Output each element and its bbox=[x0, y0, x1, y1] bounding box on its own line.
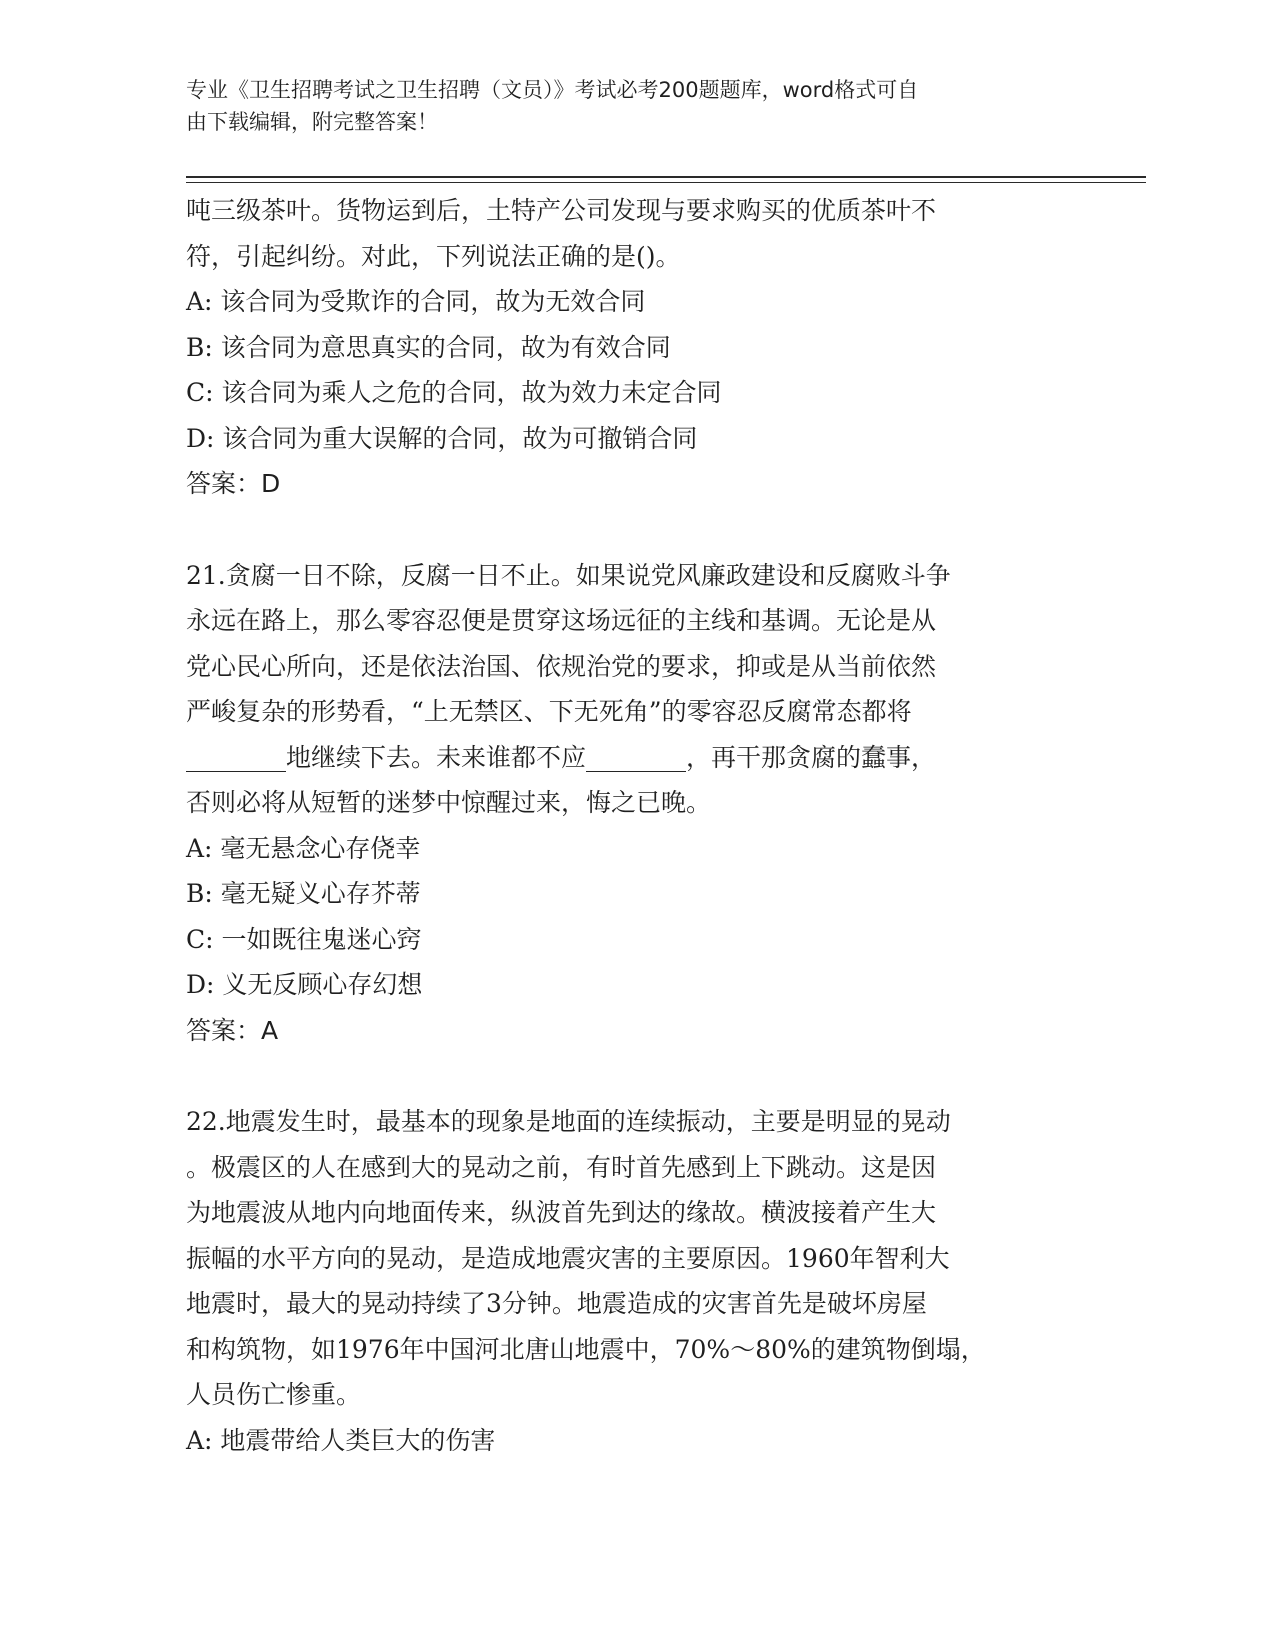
question-text-line: ________地继续下去。未来谁都不应________，再干那贪腐的蠢事， bbox=[186, 742, 937, 772]
document-body bbox=[186, 188, 1076, 1463]
answer: 答案：A bbox=[186, 1015, 279, 1045]
header-divider-thick bbox=[186, 176, 1146, 178]
spacer bbox=[186, 507, 1076, 553]
question-text-line: 人员伤亡惨重。 bbox=[186, 1380, 362, 1409]
option-d: D: 该合同为重大误解的合同，故为可撤销合同 bbox=[186, 423, 698, 453]
question-text-line: 振幅的水平方向的晃动，是造成地震灾害的主要原因。1960年智利大 bbox=[186, 1243, 950, 1273]
answer: 答案：D bbox=[186, 469, 281, 498]
question-text-line: 符，引起纠纷。对此，下列说法正确的是()。 bbox=[186, 241, 681, 271]
question-text-line: 否则必将从短暂的迷梦中惊醒过来，悔之已晚。 bbox=[186, 788, 712, 817]
question-22 bbox=[186, 1099, 1076, 1463]
option-c: C: 一如既往鬼迷心窍 bbox=[186, 924, 422, 954]
question-text-line: 永远在路上，那么零容忍便是贯穿这场远征的主线和基调。无论是从 bbox=[186, 606, 937, 635]
option-b: B: 毫无疑义心存芥蒂 bbox=[186, 879, 421, 908]
option-b: B: 该合同为意思真实的合同，故为有效合同 bbox=[186, 332, 671, 362]
header-line-1: 专业《卫生招聘考试之卫生招聘（文员）》考试必考200题题库，word格式可自 bbox=[186, 78, 919, 102]
question-text-line: 和构筑物，如1976年中国河北唐山地震中，70%～80%的建筑物倒塌， bbox=[186, 1334, 986, 1364]
option-a: A: 地震带给人类巨大的伤害 bbox=[186, 1425, 496, 1455]
question-21 bbox=[186, 553, 1076, 1054]
question-text-line: 22.地震发生时，最基本的现象是地面的连续振动，主要是明显的晃动 bbox=[186, 1107, 951, 1136]
question-text-line: 吨三级茶叶。货物运到后，土特产公司发现与要求购买的优质茶叶不 bbox=[186, 196, 937, 225]
question-text-line: 地震时，最大的晃动持续了3分钟。地震造成的灾害首先是破坏房屋 bbox=[186, 1289, 927, 1318]
question-20 bbox=[186, 188, 1076, 507]
option-a: A: 该合同为受欺诈的合同，故为无效合同 bbox=[186, 287, 646, 316]
spacer bbox=[186, 1053, 1076, 1099]
option-a: A: 毫无悬念心存侥幸 bbox=[186, 833, 421, 863]
question-text-line: 严峻复杂的形势看，“上无禁区、下无死角”的零容忍反腐常态都将 bbox=[186, 697, 912, 726]
option-d: D: 义无反顾心存幻想 bbox=[186, 970, 423, 999]
question-text-line: 。极震区的人在感到大的晃动之前，有时首先感到上下跳动。这是因 bbox=[186, 1152, 937, 1182]
document-header bbox=[186, 74, 1066, 138]
option-c: C: 该合同为乘人之危的合同，故为效力未定合同 bbox=[186, 378, 722, 407]
question-text-line: 党心民心所向，还是依法治国、依规治党的要求，抑或是从当前依然 bbox=[186, 651, 937, 681]
question-text-line: 21.贪腐一日不除，反腐一日不止。如果说党风廉政建设和反腐败斗争 bbox=[186, 560, 951, 590]
header-line-2: 由下载编辑，附完整答案！ bbox=[186, 110, 438, 134]
question-text-line: 为地震波从地内向地面传来，纵波首先到达的缘故。横波接着产生大 bbox=[186, 1198, 937, 1227]
header-divider-thin bbox=[186, 182, 1146, 183]
